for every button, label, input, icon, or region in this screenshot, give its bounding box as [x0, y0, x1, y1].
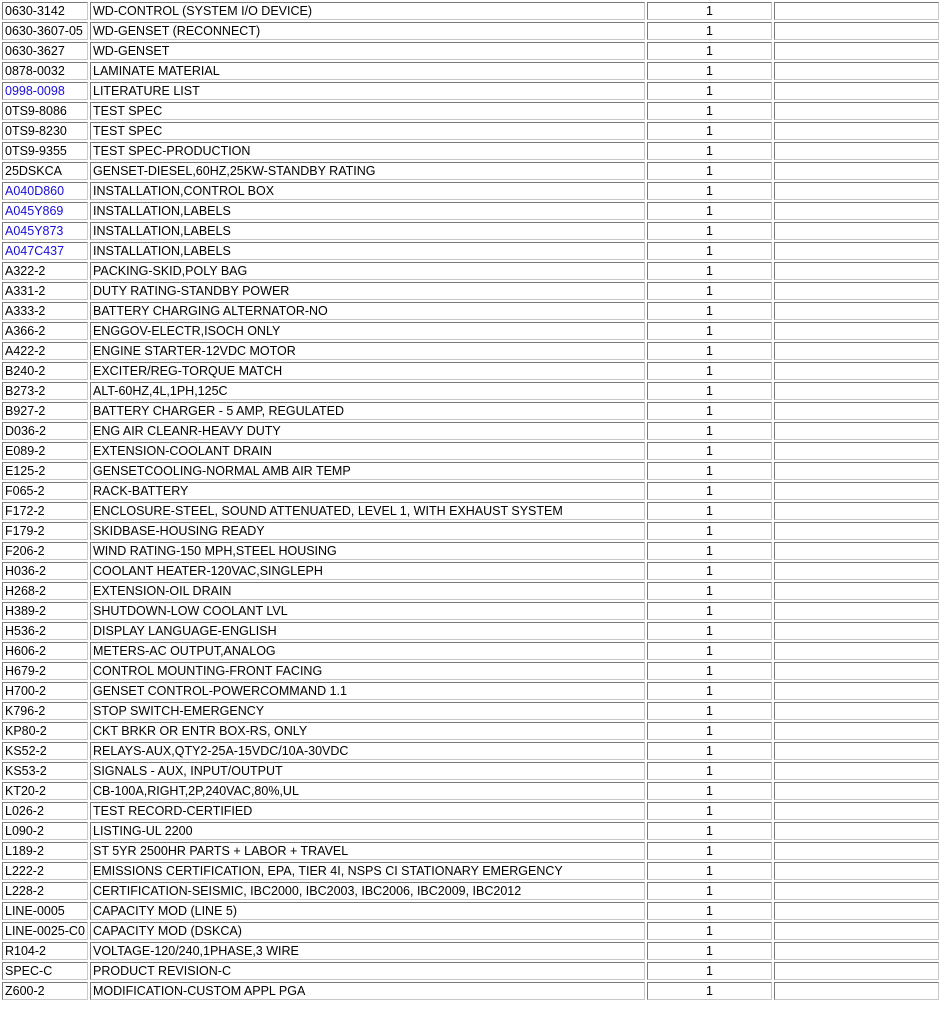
part-number-cell: 0878-0032: [2, 62, 88, 80]
empty-cell: [774, 362, 939, 380]
description-cell: CONTROL MOUNTING-FRONT FACING: [90, 662, 645, 680]
table-row: [2, 502, 939, 520]
table-row: [2, 802, 939, 820]
description-cell: CAPACITY MOD (LINE 5): [90, 902, 645, 920]
empty-cell: [774, 542, 939, 560]
empty-cell: [774, 102, 939, 120]
table-row: [2, 722, 939, 740]
quantity-cell: 1: [647, 442, 772, 460]
quantity-cell: 1: [647, 642, 772, 660]
description-cell: DISPLAY LANGUAGE-ENGLISH: [90, 622, 645, 640]
empty-cell: [774, 382, 939, 400]
part-number-cell: E125-2: [2, 462, 88, 480]
part-number-cell: H536-2: [2, 622, 88, 640]
quantity-cell: 1: [647, 582, 772, 600]
table-row: [2, 362, 939, 380]
table-row: [2, 922, 939, 940]
description-cell: LITERATURE LIST: [90, 82, 645, 100]
part-number-cell: H268-2: [2, 582, 88, 600]
quantity-cell: 1: [647, 222, 772, 240]
quantity-cell: 1: [647, 2, 772, 20]
description-cell: EXTENSION-OIL DRAIN: [90, 582, 645, 600]
part-number-cell: H679-2: [2, 662, 88, 680]
part-number-cell: L090-2: [2, 822, 88, 840]
empty-cell: [774, 582, 939, 600]
description-cell: LAMINATE MATERIAL: [90, 62, 645, 80]
part-number-cell: H389-2: [2, 602, 88, 620]
quantity-cell: 1: [647, 202, 772, 220]
quantity-cell: 1: [647, 462, 772, 480]
description-cell: ENGGOV-ELECTR,ISOCH ONLY: [90, 322, 645, 340]
empty-cell: [774, 262, 939, 280]
part-number-cell: LINE-0025-C0: [2, 922, 88, 940]
empty-cell: [774, 122, 939, 140]
table-row: [2, 242, 939, 260]
quantity-cell: 1: [647, 422, 772, 440]
description-cell: TEST SPEC-PRODUCTION: [90, 142, 645, 160]
table-row: [2, 42, 939, 60]
part-number-cell: LINE-0005: [2, 902, 88, 920]
description-cell: CB-100A,RIGHT,2P,240VAC,80%,UL: [90, 782, 645, 800]
table-row: [2, 782, 939, 800]
part-number-cell: B927-2: [2, 402, 88, 420]
quantity-cell: 1: [647, 882, 772, 900]
empty-cell: [774, 82, 939, 100]
table-row: [2, 182, 939, 200]
parts-table-body: [2, 2, 939, 1000]
description-cell: ENCLOSURE-STEEL, SOUND ATTENUATED, LEVEL 1, WITH EXHAUST SYSTEM: [90, 502, 645, 520]
description-cell: BATTERY CHARGING ALTERNATOR-NO: [90, 302, 645, 320]
quantity-cell: 1: [647, 342, 772, 360]
table-row: [2, 482, 939, 500]
description-cell: COOLANT HEATER-120VAC,SINGLEPH: [90, 562, 645, 580]
table-row: [2, 602, 939, 620]
part-number-cell: 0TS9-9355: [2, 142, 88, 160]
description-cell: GENSET-DIESEL,60HZ,25KW-STANDBY RATING: [90, 162, 645, 180]
table-row: [2, 222, 939, 240]
empty-cell: [774, 862, 939, 880]
quantity-cell: 1: [647, 562, 772, 580]
table-row: [2, 642, 939, 660]
table-row: [2, 2, 939, 20]
quantity-cell: 1: [647, 402, 772, 420]
part-number-cell: F172-2: [2, 502, 88, 520]
description-cell: LISTING-UL 2200: [90, 822, 645, 840]
table-row: [2, 942, 939, 960]
quantity-cell: 1: [647, 942, 772, 960]
description-cell: VOLTAGE-120/240,1PHASE,3 WIRE: [90, 942, 645, 960]
part-number-cell: KP80-2: [2, 722, 88, 740]
description-cell: DUTY RATING-STANDBY POWER: [90, 282, 645, 300]
table-row: [2, 522, 939, 540]
empty-cell: [774, 2, 939, 20]
part-number-cell: SPEC-C: [2, 962, 88, 980]
quantity-cell: 1: [647, 322, 772, 340]
description-cell: INSTALLATION,LABELS: [90, 242, 645, 260]
empty-cell: [774, 342, 939, 360]
table-row: [2, 62, 939, 80]
quantity-cell: 1: [647, 82, 772, 100]
empty-cell: [774, 822, 939, 840]
empty-cell: [774, 762, 939, 780]
description-cell: EMISSIONS CERTIFICATION, EPA, TIER 4I, NSPS CI STATIONARY EMERGENCY: [90, 862, 645, 880]
quantity-cell: 1: [647, 722, 772, 740]
part-number-cell: L026-2: [2, 802, 88, 820]
empty-cell: [774, 22, 939, 40]
empty-cell: [774, 182, 939, 200]
part-number-cell: H036-2: [2, 562, 88, 580]
empty-cell: [774, 282, 939, 300]
quantity-cell: 1: [647, 762, 772, 780]
quantity-cell: 1: [647, 822, 772, 840]
empty-cell: [774, 62, 939, 80]
quantity-cell: 1: [647, 862, 772, 880]
description-cell: CAPACITY MOD (DSKCA): [90, 922, 645, 940]
quantity-cell: 1: [647, 22, 772, 40]
quantity-cell: 1: [647, 682, 772, 700]
table-row: [2, 122, 939, 140]
empty-cell: [774, 502, 939, 520]
quantity-cell: 1: [647, 102, 772, 120]
empty-cell: [774, 442, 939, 460]
part-number-cell: K796-2: [2, 702, 88, 720]
description-cell: STOP SWITCH-EMERGENCY: [90, 702, 645, 720]
empty-cell: [774, 202, 939, 220]
description-cell: SIGNALS - AUX, INPUT/OUTPUT: [90, 762, 645, 780]
part-number-cell: H700-2: [2, 682, 88, 700]
table-row: [2, 682, 939, 700]
description-cell: SKIDBASE-HOUSING READY: [90, 522, 645, 540]
quantity-cell: 1: [647, 662, 772, 680]
quantity-cell: 1: [647, 262, 772, 280]
empty-cell: [774, 642, 939, 660]
description-cell: PACKING-SKID,POLY BAG: [90, 262, 645, 280]
description-cell: MODIFICATION-CUSTOM APPL PGA: [90, 982, 645, 1000]
table-row: [2, 982, 939, 1000]
table-row: [2, 202, 939, 220]
part-number-cell: 0630-3142: [2, 2, 88, 20]
table-row: [2, 662, 939, 680]
table-row: [2, 262, 939, 280]
part-number-cell: KS52-2: [2, 742, 88, 760]
quantity-cell: 1: [647, 842, 772, 860]
quantity-cell: 1: [647, 362, 772, 380]
description-cell: CKT BRKR OR ENTR BOX-RS, ONLY: [90, 722, 645, 740]
table-row: [2, 542, 939, 560]
description-cell: METERS-AC OUTPUT,ANALOG: [90, 642, 645, 660]
part-number-cell: L222-2: [2, 862, 88, 880]
table-row: [2, 142, 939, 160]
description-cell: RACK-BATTERY: [90, 482, 645, 500]
empty-cell: [774, 962, 939, 980]
empty-cell: [774, 222, 939, 240]
quantity-cell: 1: [647, 702, 772, 720]
table-row: [2, 902, 939, 920]
quantity-cell: 1: [647, 802, 772, 820]
table-row: [2, 882, 939, 900]
quantity-cell: 1: [647, 502, 772, 520]
description-cell: EXTENSION-COOLANT DRAIN: [90, 442, 645, 460]
part-number-cell: KS53-2: [2, 762, 88, 780]
quantity-cell: 1: [647, 182, 772, 200]
table-row: [2, 382, 939, 400]
part-number-link[interactable]: A045Y873: [2, 222, 88, 240]
empty-cell: [774, 302, 939, 320]
empty-cell: [774, 722, 939, 740]
part-number-cell: R104-2: [2, 942, 88, 960]
empty-cell: [774, 322, 939, 340]
empty-cell: [774, 942, 939, 960]
table-row: [2, 302, 939, 320]
description-cell: ENGINE STARTER-12VDC MOTOR: [90, 342, 645, 360]
table-row: [2, 422, 939, 440]
table-row: [2, 462, 939, 480]
table-row: [2, 742, 939, 760]
table-row: [2, 82, 939, 100]
quantity-cell: 1: [647, 742, 772, 760]
empty-cell: [774, 882, 939, 900]
quantity-cell: 1: [647, 902, 772, 920]
part-number-cell: KT20-2: [2, 782, 88, 800]
quantity-cell: 1: [647, 782, 772, 800]
quantity-cell: 1: [647, 302, 772, 320]
empty-cell: [774, 702, 939, 720]
part-number-link[interactable]: A047C437: [2, 242, 88, 260]
description-cell: GENSET CONTROL-POWERCOMMAND 1.1: [90, 682, 645, 700]
empty-cell: [774, 622, 939, 640]
table-row: [2, 862, 939, 880]
empty-cell: [774, 402, 939, 420]
quantity-cell: 1: [647, 542, 772, 560]
part-number-cell: L189-2: [2, 842, 88, 860]
description-cell: BATTERY CHARGER - 5 AMP, REGULATED: [90, 402, 645, 420]
description-cell: CERTIFICATION-SEISMIC, IBC2000, IBC2003, IBC2006, IBC2009, IBC2012: [90, 882, 645, 900]
quantity-cell: 1: [647, 482, 772, 500]
table-row: [2, 562, 939, 580]
empty-cell: [774, 42, 939, 60]
empty-cell: [774, 662, 939, 680]
description-cell: WIND RATING-150 MPH,STEEL HOUSING: [90, 542, 645, 560]
table-row: [2, 322, 939, 340]
quantity-cell: 1: [647, 622, 772, 640]
quantity-cell: 1: [647, 42, 772, 60]
quantity-cell: 1: [647, 162, 772, 180]
empty-cell: [774, 742, 939, 760]
empty-cell: [774, 602, 939, 620]
empty-cell: [774, 162, 939, 180]
part-number-cell: A331-2: [2, 282, 88, 300]
part-number-cell: B273-2: [2, 382, 88, 400]
part-number-cell: B240-2: [2, 362, 88, 380]
description-cell: WD-GENSET: [90, 42, 645, 60]
empty-cell: [774, 522, 939, 540]
description-cell: WD-CONTROL (SYSTEM I/O DEVICE): [90, 2, 645, 20]
description-cell: TEST RECORD-CERTIFIED: [90, 802, 645, 820]
description-cell: GENSETCOOLING-NORMAL AMB AIR TEMP: [90, 462, 645, 480]
quantity-cell: 1: [647, 962, 772, 980]
part-number-cell: 0630-3607-05: [2, 22, 88, 40]
table-row: [2, 962, 939, 980]
part-number-link[interactable]: A045Y869: [2, 202, 88, 220]
description-cell: RELAYS-AUX,QTY2-25A-15VDC/10A-30VDC: [90, 742, 645, 760]
part-number-cell: F206-2: [2, 542, 88, 560]
table-row: [2, 162, 939, 180]
empty-cell: [774, 902, 939, 920]
part-number-cell: F065-2: [2, 482, 88, 500]
part-number-cell: L228-2: [2, 882, 88, 900]
empty-cell: [774, 562, 939, 580]
empty-cell: [774, 462, 939, 480]
empty-cell: [774, 142, 939, 160]
part-number-cell: A322-2: [2, 262, 88, 280]
quantity-cell: 1: [647, 122, 772, 140]
part-number-cell: D036-2: [2, 422, 88, 440]
quantity-cell: 1: [647, 382, 772, 400]
description-cell: ENG AIR CLEANR-HEAVY DUTY: [90, 422, 645, 440]
quantity-cell: 1: [647, 142, 772, 160]
table-row: [2, 582, 939, 600]
part-number-cell: 0TS9-8230: [2, 122, 88, 140]
quantity-cell: 1: [647, 602, 772, 620]
empty-cell: [774, 982, 939, 1000]
part-number-cell: Z600-2: [2, 982, 88, 1000]
quantity-cell: 1: [647, 982, 772, 1000]
description-cell: ST 5YR 2500HR PARTS + LABOR + TRAVEL: [90, 842, 645, 860]
empty-cell: [774, 482, 939, 500]
description-cell: EXCITER/REG-TORQUE MATCH: [90, 362, 645, 380]
part-number-cell: E089-2: [2, 442, 88, 460]
part-number-cell: 25DSKCA: [2, 162, 88, 180]
description-cell: INSTALLATION,LABELS: [90, 222, 645, 240]
empty-cell: [774, 682, 939, 700]
part-number-cell: A333-2: [2, 302, 88, 320]
part-number-cell: 0630-3627: [2, 42, 88, 60]
table-row: [2, 442, 939, 460]
quantity-cell: 1: [647, 242, 772, 260]
table-row: [2, 402, 939, 420]
empty-cell: [774, 242, 939, 260]
table-row: [2, 702, 939, 720]
quantity-cell: 1: [647, 282, 772, 300]
part-number-link[interactable]: 0998-0098: [2, 82, 88, 100]
part-number-link[interactable]: A040D860: [2, 182, 88, 200]
table-row: [2, 282, 939, 300]
part-number-cell: 0TS9-8086: [2, 102, 88, 120]
table-row: [2, 842, 939, 860]
empty-cell: [774, 842, 939, 860]
table-row: [2, 342, 939, 360]
description-cell: TEST SPEC: [90, 122, 645, 140]
description-cell: PRODUCT REVISION-C: [90, 962, 645, 980]
description-cell: INSTALLATION,LABELS: [90, 202, 645, 220]
part-number-cell: F179-2: [2, 522, 88, 540]
description-cell: WD-GENSET (RECONNECT): [90, 22, 645, 40]
empty-cell: [774, 922, 939, 940]
table-row: [2, 622, 939, 640]
table-row: [2, 22, 939, 40]
part-number-cell: A422-2: [2, 342, 88, 360]
part-number-cell: H606-2: [2, 642, 88, 660]
empty-cell: [774, 782, 939, 800]
table-row: [2, 822, 939, 840]
description-cell: SHUTDOWN-LOW COOLANT LVL: [90, 602, 645, 620]
description-cell: ALT-60HZ,4L,1PH,125C: [90, 382, 645, 400]
part-number-cell: A366-2: [2, 322, 88, 340]
empty-cell: [774, 422, 939, 440]
table-row: [2, 762, 939, 780]
empty-cell: [774, 802, 939, 820]
quantity-cell: 1: [647, 62, 772, 80]
description-cell: INSTALLATION,CONTROL BOX: [90, 182, 645, 200]
table-row: [2, 102, 939, 120]
description-cell: TEST SPEC: [90, 102, 645, 120]
quantity-cell: 1: [647, 522, 772, 540]
quantity-cell: 1: [647, 922, 772, 940]
